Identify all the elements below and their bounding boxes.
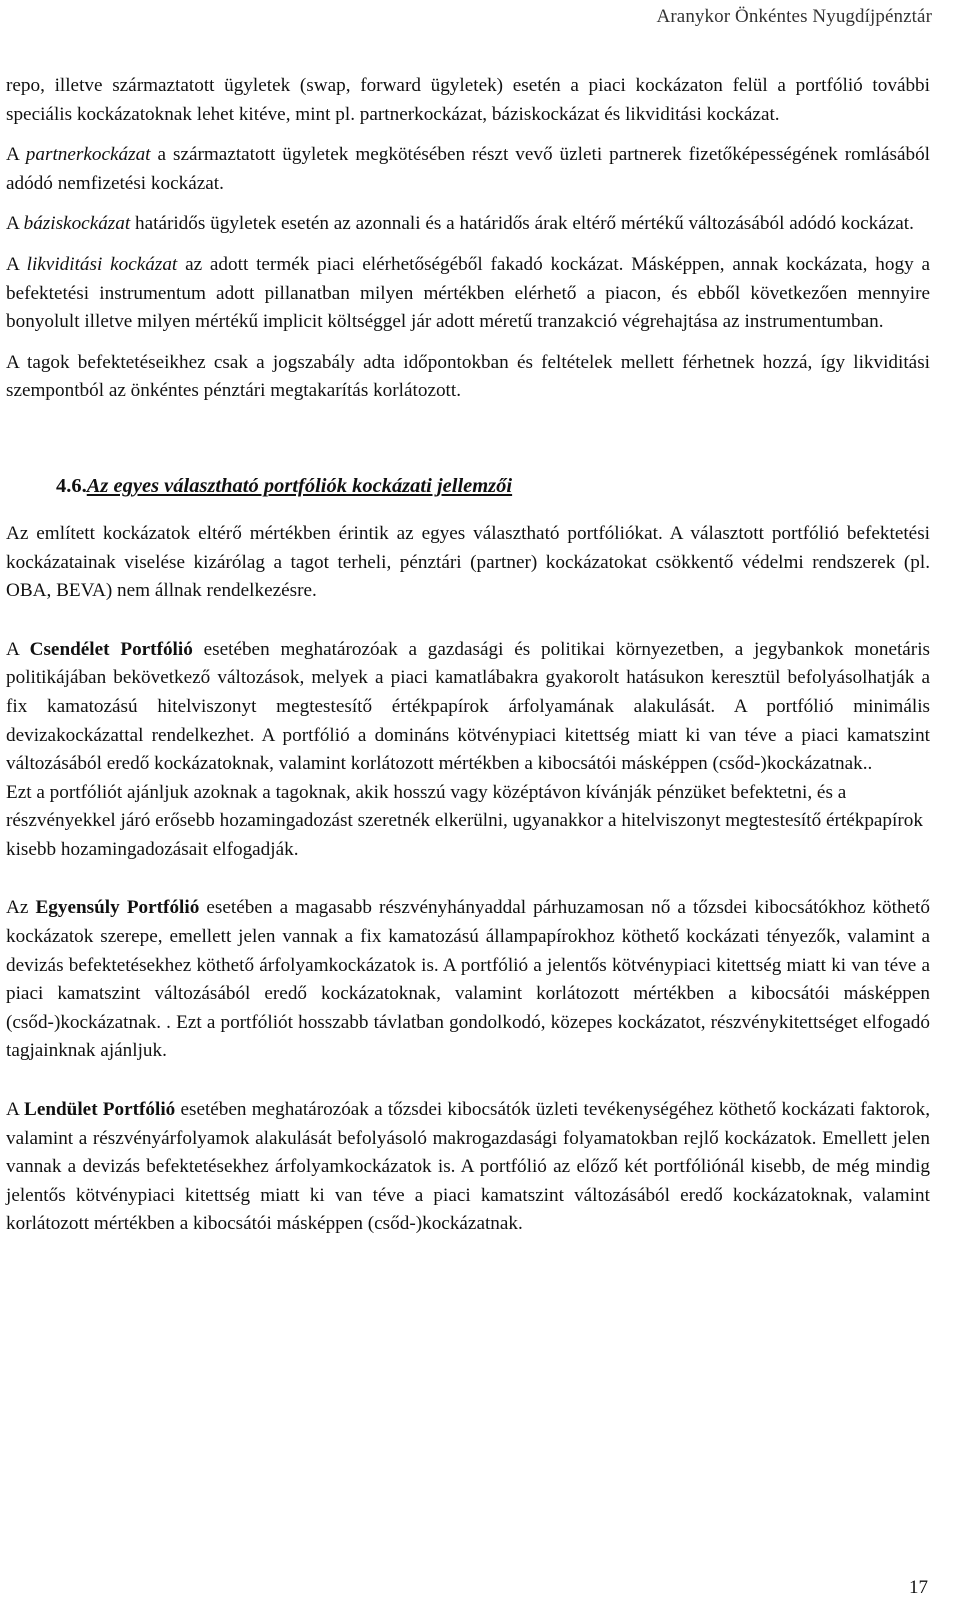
- paragraph-csendelet-recommendation: Ezt a portfóliót ajánljuk azoknak a tagoknak, akik hosszú vagy középtávon kívánják pénzüket befektetni, és a részvényekkel járó erősebb hozamingadozást szeretnék elkerülni, ugyanakkor a hitelviszonyt megtestesítő értékpapírok kisebb hozamingadozásait elfogadják.: [6, 781, 923, 860]
- text-span: A: [6, 213, 24, 235]
- paragraph-portfolio-risks-intro: Az említett kockázatok eltérő mértékben érintik az egyes választható portfóliókat. A választott portfólió befektetési kockázatainak viselése kizárólag a tagot terheli, pénztári (partner) kockázatokat csökkentő védelmi rendszerek (pl. OBA, BEVA) nem állnak rendelkezésre.: [6, 522, 930, 602]
- text-span: esetében a magasabb részvényhányaddal párhuzamosan nő a tőzsdei kibocsátókhoz köthető kockázatok szerepe, emellett jelen vannak a fix kamatozású állampapírokhoz köthető kockázati tényezők, valamint a devizás befektetésekhez köthető árfolyamkockázatok is. A portfólió a jelentős kötvénypiaci kitettség miatt ki van téve a piaci kamatszint változásából eredő kockázatoknak, valamint korlátozott mértékben a kibocsátói másképpen (csőd-)kockázatnak. . Ezt a portfóliót hosszabb távlatban gondolkodó, közepes kockázatot, részvénykitettséget elfogadó tagjainknak ajánljuk.: [6, 897, 930, 1062]
- section-heading: [56, 472, 930, 500]
- portfolio-name-lendulet: Lendület Portfólió: [24, 1099, 176, 1121]
- portfolio-name-egyensuly: Egyensúly Portfólió: [35, 897, 200, 919]
- paragraph-member-access: A tagok befektetéseikhez csak a jogszabály adta időpontokban és feltételek mellett férhetnek hozzá, így likviditási szempontból az önkéntes pénztári megtakarítás korlátozott.: [6, 351, 930, 402]
- text-span: határidős ügyletek esetén az azonnali és a határidős árak eltérő mértékű változásából adódó kockázat.: [130, 213, 914, 235]
- paragraph-lendulet-portfolio: [6, 1096, 930, 1239]
- paragraph-egyensuly-portfolio: [6, 894, 930, 1066]
- paragraph-partner-risk: [6, 141, 930, 198]
- running-header: Aranykor Önkéntes Nyugdíjpénztár: [656, 6, 932, 27]
- paragraph-liquidity-risk: [6, 251, 930, 337]
- paragraph-csendelet-portfolio: [6, 636, 930, 779]
- text-span: A: [6, 638, 30, 660]
- paragraph-derivatives-risks: repo, illetve származtatott ügyletek (swap, forward ügyletek) esetén a piaci kockázaton felül a portfólió további speciális kockázatoknak lehet kitéve, mint pl. partnerkockázat, báziskockázat és likviditási kockázat.: [6, 75, 930, 125]
- portfolio-name-csendelet: Csendélet Portfólió: [29, 638, 193, 660]
- document-body: [6, 72, 930, 1251]
- text-span: esetében meghatározóak a tőzsdei kibocsátók üzleti tevékenységéhez köthető kockázati faktorok, valamint a részvényárfolyamok alakulását befolyásoló makrogazdasági folyamatokban rejlő kockázatok. Emellett jelen vannak a devizás befektetésekhez árfolyamkockázatok is. A portfólió az előző két portfóliónál kisebb, de még mindig jelentős kötvénypiaci kitettség miatt ki van téve a piaci kamatszint változásából eredő kockázatoknak, valamint korlátozott mértékben a kibocsátói másképpen (csőd-)kockázatnak.: [6, 1099, 930, 1235]
- term-liquidity-risk: likviditási kockázat: [26, 253, 178, 275]
- page-number: 17: [909, 1577, 928, 1598]
- section-title: Az egyes választható portfóliók kockázati jellemzői: [86, 474, 513, 497]
- section-number: 4.6.: [56, 474, 87, 497]
- text-span: A: [6, 1099, 25, 1121]
- term-basis-risk: báziskockázat: [23, 213, 131, 235]
- text-span: A: [6, 253, 27, 275]
- text-span: Az: [6, 897, 36, 919]
- term-partner-risk: partnerkockázat: [25, 144, 151, 166]
- text-span: az adott termék piaci elérhetőségéből fakadó kockázat. Másképpen, annak kockázata, hogy a befektetési instrumentum adott pillanatban milyen mértékben elérhető a piacon, és ebből következően mennyire bonyolult illetve milyen mértékű implicit költséggel jár adott méretű tranzakció végrehajtása az instrumentumban.: [6, 253, 930, 333]
- text-span: esetében meghatározóak a gazdasági és politikai környezetben, a jegybankok monetáris politikájában bekövetkező változások, melyek a piaci kamatlábakra gyakorolt hatásukon keresztül befolyásolhatják a fix kamatozású hitelviszonyt megtestesítő értékpapírok árfolyamának alakulását. A portfólió minimális devizakockázattal rendelkezhet. A portfólió a domináns kötvénypiaci kitettség miatt ki van téve a piaci kamatszint változásából eredő kockázatoknak, valamint korlátozott mértékben a kibocsátói másképpen (csőd-)kockázatnak..: [6, 638, 930, 775]
- paragraph-basis-risk: [6, 210, 930, 239]
- text-span: a származtatott ügyletek megkötésében részt vevő üzleti partnerek fizetőképességének romlásából adódó nemfizetési kockázat.: [6, 144, 930, 194]
- text-span: A: [6, 144, 26, 166]
